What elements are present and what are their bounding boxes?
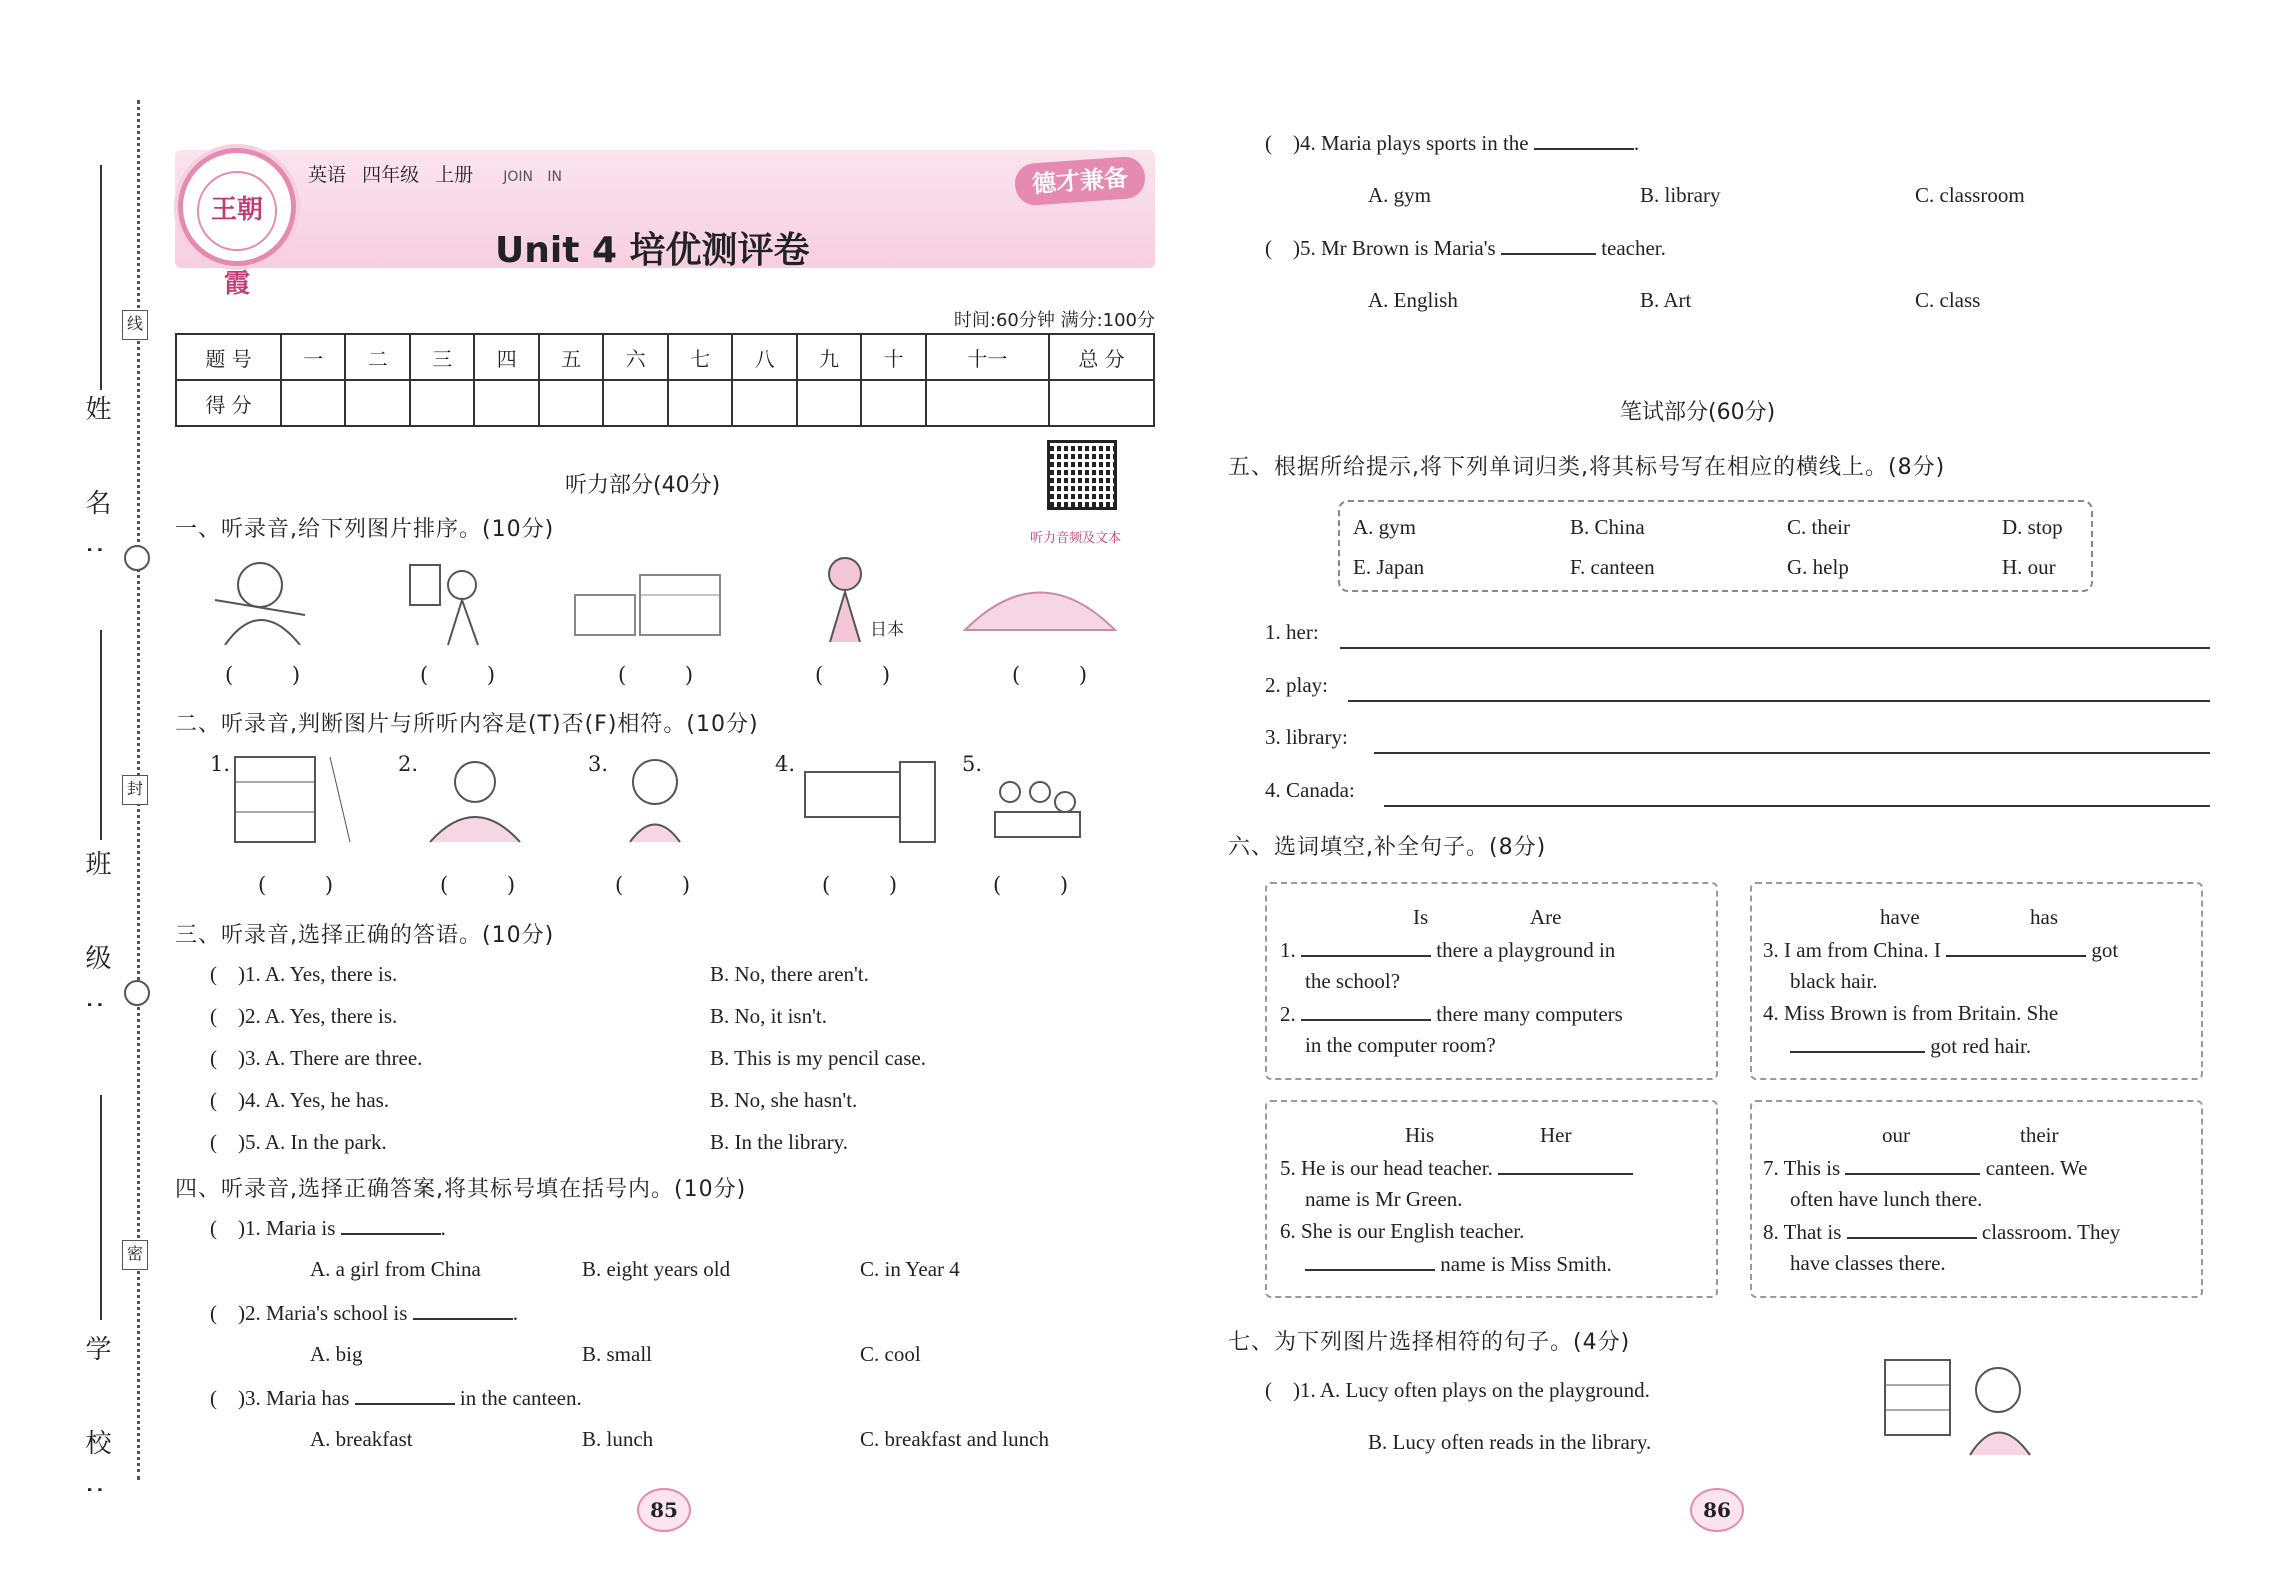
choice-word: have	[1880, 905, 1920, 929]
sentence	[1305, 1251, 1612, 1277]
sentence	[1280, 937, 1615, 963]
answer-paren[interactable]: (	[1265, 236, 1293, 260]
q-row	[210, 1215, 446, 1241]
option-c: C. cool	[860, 1342, 921, 1366]
sydney-picture	[960, 565, 1120, 635]
q-row	[210, 1130, 387, 1155]
score-cell: 九	[797, 334, 861, 380]
score-cell: 十	[861, 334, 925, 380]
score-cell: 一	[281, 334, 345, 380]
sentence: have classes there.	[1790, 1251, 1946, 1275]
q-row	[1265, 130, 1639, 156]
score-input[interactable]	[603, 380, 667, 426]
option-b: B. library	[1640, 183, 1721, 207]
choice-word: Are	[1530, 905, 1562, 929]
word-box	[1338, 500, 2093, 592]
answer-paren[interactable]: (	[210, 1130, 238, 1154]
page-number-left: 85	[637, 1488, 691, 1532]
word-item: F. canteen	[1570, 555, 1655, 579]
option-a: )1. A. Lucy often plays on the playground.	[1293, 1378, 1650, 1402]
answer-paren[interactable]: ( )	[258, 873, 360, 897]
classroom-door-picture	[800, 757, 940, 847]
score-cell: 二	[345, 334, 409, 380]
word-item: D. stop	[2002, 515, 2063, 539]
score-row	[176, 380, 1154, 426]
score-input[interactable]	[926, 380, 1049, 426]
option-a: A. English	[1368, 288, 1458, 312]
answer-paren[interactable]: ( )	[225, 663, 327, 687]
header-meta	[308, 160, 562, 187]
text: 8. That is	[1763, 1220, 1842, 1244]
fill-label: 4. Canada:	[1265, 778, 1355, 802]
option-a: A. big	[310, 1342, 363, 1366]
score-cell: 五	[539, 334, 603, 380]
boy-painting-picture	[400, 555, 490, 650]
word-item: C. their	[1787, 515, 1850, 539]
choice-word: our	[1882, 1123, 1910, 1147]
sentence	[1280, 1155, 1633, 1181]
sentence: in the computer room?	[1305, 1033, 1496, 1057]
text: classroom. They	[1981, 1220, 2121, 1244]
answer-paren[interactable]: (	[210, 1386, 238, 1410]
option-b: B. This is my pencil case.	[710, 1046, 926, 1070]
brand-logo	[178, 148, 296, 299]
choice-word: their	[2020, 1123, 2059, 1147]
score-cell: 六	[603, 334, 667, 380]
score-input[interactable]	[732, 380, 796, 426]
blank[interactable]	[1790, 1033, 1925, 1053]
answer-paren[interactable]: (	[1265, 131, 1293, 155]
badge: 德才兼备	[1014, 156, 1147, 207]
item-number: 3.	[588, 752, 609, 776]
answer-paren[interactable]: (	[210, 1301, 238, 1325]
text: 7. This is	[1763, 1156, 1841, 1180]
sentence	[1763, 937, 2118, 963]
sentence: 4. Miss Brown is from Britain. She	[1763, 1001, 2059, 1025]
blank[interactable]	[1305, 1251, 1435, 1271]
score-cell: 题 号	[176, 334, 281, 380]
answer-paren[interactable]: (	[210, 1216, 238, 1240]
text: name is Miss Smith.	[1440, 1252, 1612, 1276]
score-cell: 四	[474, 334, 538, 380]
school-line	[100, 1095, 102, 1320]
answer-line[interactable]	[1340, 647, 2210, 649]
option-b: B. In the library.	[710, 1130, 849, 1154]
score-table	[175, 333, 1155, 427]
option-a: )3. A. There are three.	[238, 1046, 423, 1070]
option-b: B. Lucy often reads in the library.	[1368, 1430, 1652, 1454]
score-input[interactable]	[861, 380, 925, 426]
option-b: B. No, she hasn't.	[710, 1088, 858, 1112]
bookshelf-picture	[230, 752, 355, 847]
name-line	[100, 165, 102, 390]
answer-paren[interactable]: (	[210, 1046, 238, 1070]
blank[interactable]	[1847, 1219, 1977, 1239]
text: 5. He is our head teacher.	[1280, 1156, 1493, 1180]
blank[interactable]	[341, 1215, 441, 1235]
choice-word: Is	[1413, 905, 1429, 929]
score-cell: 三	[410, 334, 474, 380]
answer-paren[interactable]: ( )	[822, 873, 924, 897]
term: 上册	[435, 164, 474, 186]
girl-japan-picture	[815, 552, 875, 647]
sentence: name is Mr Green.	[1305, 1187, 1463, 1211]
blank[interactable]	[413, 1300, 513, 1320]
question-text: )5. Mr Brown is Maria's	[1293, 236, 1496, 260]
score-input[interactable]	[474, 380, 538, 426]
item-number: 4.	[775, 752, 796, 776]
question-text: )3. Maria has	[238, 1386, 350, 1410]
binding-circle	[124, 545, 150, 571]
sentence	[1763, 1219, 2120, 1245]
question-end: .	[512, 1301, 518, 1325]
question-text: )2. Maria's school is	[238, 1301, 408, 1325]
word-item: G. help	[1787, 555, 1849, 579]
text: got	[2091, 938, 2119, 962]
school-building-picture	[570, 565, 730, 640]
qr-code-icon[interactable]	[1047, 440, 1117, 510]
option-a: A. gym	[1368, 183, 1431, 207]
qr-label: 听力音频及文本	[1030, 531, 1122, 546]
score-cell: 七	[668, 334, 732, 380]
text: there a playground in	[1436, 938, 1616, 962]
option-a: A. breakfast	[310, 1427, 413, 1451]
answer-paren[interactable]: (	[210, 962, 238, 986]
japan-caption: 日本	[870, 620, 904, 640]
girl-violin-picture	[205, 555, 315, 645]
school-label: 学 校:	[81, 1335, 111, 1525]
section-1-heading: 一、听录音,给下列图片排序。(10分)	[175, 517, 555, 542]
answer-paren[interactable]: ( )	[1012, 663, 1114, 687]
q-row	[1265, 235, 1666, 261]
score-label: 得 分	[176, 380, 281, 426]
sentence	[1790, 1033, 2031, 1059]
question-text: )1. Maria is	[238, 1216, 336, 1240]
option-c: C. in Year 4	[860, 1257, 960, 1281]
word-item: E. Japan	[1353, 555, 1425, 579]
answer-line[interactable]	[1374, 752, 2210, 754]
blank[interactable]	[1501, 235, 1596, 255]
section-5-heading: 五、根据所给提示,将下列单词归类,将其标号写在相应的横线上。(8分)	[1228, 455, 1946, 480]
binding-circle	[124, 980, 150, 1006]
students-picture	[985, 752, 1085, 847]
margin-mark-xian: 线	[122, 310, 148, 340]
item-number: 5.	[962, 752, 983, 776]
option-c: C. classroom	[1915, 183, 2025, 207]
answer-paren[interactable]: ( )	[615, 873, 717, 897]
lucy-library-picture	[1880, 1355, 2050, 1460]
num: 1.	[1280, 938, 1296, 962]
option-b: B. eight years old	[582, 1257, 731, 1281]
choice-word: has	[2030, 905, 2058, 929]
answer-paren[interactable]: ( )	[618, 663, 720, 687]
logo-text: 王朝霞	[197, 171, 277, 251]
answer-paren[interactable]: (	[210, 1004, 238, 1028]
q-row	[210, 962, 397, 987]
margin-mark-mi: 密	[122, 1240, 148, 1270]
margin-mark-feng: 封	[122, 775, 148, 805]
answer-paren[interactable]: ( )	[420, 663, 522, 687]
blank[interactable]	[355, 1385, 455, 1405]
q-row	[210, 1004, 397, 1029]
question-text: )4. Maria plays sports in the	[1293, 131, 1529, 155]
text: canteen. We	[1985, 1156, 2088, 1180]
q-row	[210, 1300, 518, 1326]
num: 2.	[1280, 1002, 1296, 1026]
option-a: )1. A. Yes, there is.	[238, 962, 398, 986]
section-4-heading: 四、听录音,选择正确答案,将其标号填在括号内。(10分)	[175, 1177, 747, 1202]
score-cell: 八	[732, 334, 796, 380]
sentence	[1280, 1001, 1623, 1027]
score-input[interactable]	[797, 380, 861, 426]
score-cell: 总 分	[1049, 334, 1154, 380]
option-a: )4. A. Yes, he has.	[238, 1088, 390, 1112]
question-end: .	[440, 1216, 446, 1240]
score-input[interactable]	[539, 380, 603, 426]
sentence: the school?	[1305, 969, 1401, 993]
grade: 四年级	[362, 164, 420, 186]
answer-paren[interactable]: ( )	[815, 663, 917, 687]
series: JOIN IN	[503, 169, 562, 185]
word-item: A. gym	[1353, 515, 1416, 539]
section-3-heading: 三、听录音,选择正确的答语。(10分)	[175, 923, 555, 948]
blank[interactable]	[1845, 1155, 1980, 1175]
option-b: B. lunch	[582, 1427, 654, 1451]
q-row	[210, 1046, 422, 1071]
option-c: C. class	[1915, 288, 1981, 312]
class-line	[100, 630, 102, 840]
score-cell: 十一	[926, 334, 1049, 380]
blank[interactable]	[1534, 130, 1634, 150]
score-input[interactable]	[281, 380, 345, 426]
score-input[interactable]	[668, 380, 732, 426]
sentence: black hair.	[1790, 969, 1878, 993]
blank[interactable]	[1498, 1155, 1633, 1175]
blank[interactable]	[1301, 1001, 1431, 1021]
score-header-row	[176, 334, 1154, 380]
sentence: 6. She is our English teacher.	[1280, 1219, 1525, 1243]
question-end: .	[1633, 131, 1640, 155]
section-6-heading: 六、选词填空,补全句子。(8分)	[1228, 835, 1547, 860]
writing-title: 笔试部分(60分)	[1620, 400, 1776, 425]
q-row	[210, 1088, 389, 1113]
choice-word: His	[1405, 1123, 1435, 1147]
word-item: B. China	[1570, 515, 1645, 539]
option-b: B. No, it isn't.	[710, 1004, 827, 1028]
option-b: B. No, there aren't.	[710, 962, 869, 986]
section-2-heading: 二、听录音,判断图片与所听内容是(T)否(F)相符。(10分)	[175, 712, 759, 737]
subject: 英语	[308, 164, 347, 186]
fill-label: 1. her:	[1265, 620, 1319, 644]
blank[interactable]	[1301, 937, 1431, 957]
name-label: 姓 名:	[81, 395, 111, 585]
item-number: 2.	[398, 752, 419, 776]
question-end: in the canteen.	[459, 1386, 582, 1410]
option-c: C. breakfast and lunch	[860, 1427, 1049, 1451]
item-number: 1.	[210, 752, 231, 776]
q-row	[1265, 1378, 1650, 1403]
girl-reading-picture	[420, 752, 530, 847]
fill-label: 2. play:	[1265, 673, 1328, 697]
answer-line[interactable]	[1348, 700, 2210, 702]
score-input[interactable]	[1049, 380, 1154, 426]
blank[interactable]	[1946, 937, 2086, 957]
text: got red hair.	[1930, 1034, 2032, 1058]
score-input[interactable]	[410, 380, 474, 426]
q-row	[210, 1385, 582, 1411]
answer-line[interactable]	[1384, 805, 2210, 807]
option-a: )2. A. Yes, there is.	[238, 1004, 398, 1028]
listening-title: 听力部分(40分)	[565, 473, 721, 498]
score-input[interactable]	[345, 380, 409, 426]
page-number-right: 86	[1690, 1488, 1744, 1532]
text: there many computers	[1436, 1002, 1623, 1026]
class-label: 班 级:	[81, 850, 111, 1040]
section-7-heading: 七、为下列图片选择相符的句子。(4分)	[1228, 1330, 1631, 1355]
answer-paren[interactable]: ( )	[440, 873, 542, 897]
option-a: A. a girl from China	[310, 1257, 481, 1281]
option-b: B. Art	[1640, 288, 1692, 312]
girl-portrait-picture	[620, 752, 690, 847]
word-item: H. our	[2002, 555, 2056, 579]
question-end: teacher.	[1601, 236, 1666, 260]
text: 3. I am from China. I	[1763, 938, 1941, 962]
choice-word: Her	[1540, 1123, 1572, 1147]
sentence	[1763, 1155, 2087, 1181]
answer-paren[interactable]: (	[210, 1088, 238, 1112]
fill-label: 3. library:	[1265, 725, 1348, 749]
sentence: often have lunch there.	[1790, 1187, 1983, 1211]
answer-paren[interactable]: (	[1265, 1378, 1293, 1402]
option-a: )5. A. In the park.	[238, 1130, 387, 1154]
page-title: Unit 4 培优测评卷	[495, 230, 810, 271]
answer-paren[interactable]: ( )	[993, 873, 1095, 897]
time-info: 时间:60分钟 满分:100分	[953, 310, 1155, 331]
option-b: B. small	[582, 1342, 653, 1366]
